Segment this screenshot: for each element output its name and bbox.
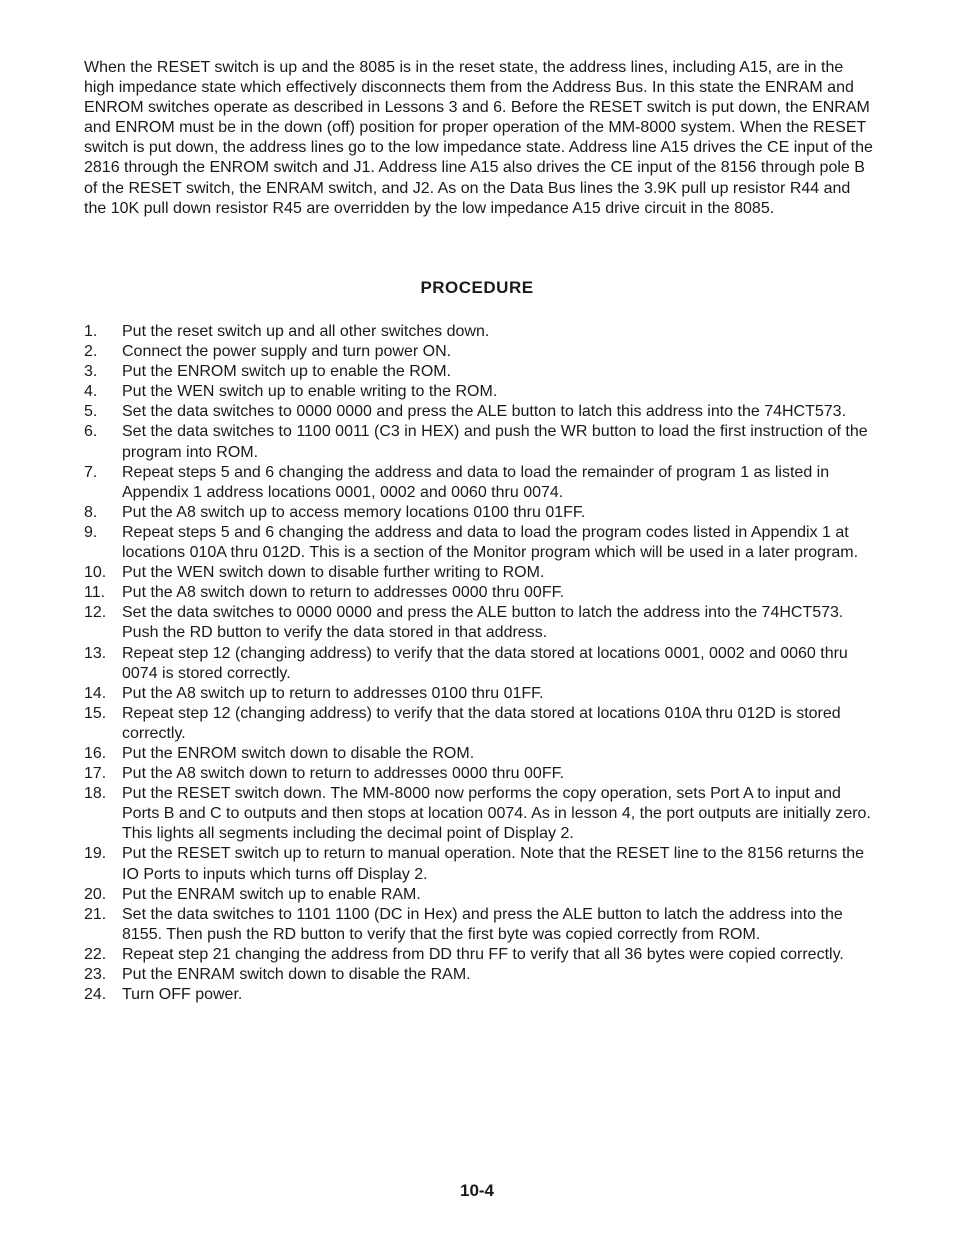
step-text: Put the WEN switch up to enable writing to the ROM. <box>122 383 498 401</box>
step-number: 2. <box>84 343 98 361</box>
step-number: 19. <box>84 845 107 863</box>
page-number: 10-4 <box>459 1181 495 1200</box>
step-text: Set the data switches to 1100 0011 (C3 in HEX) and push the WR button to load the first instruction of the program into ROM. <box>122 423 868 461</box>
step-number: 10. <box>84 564 107 582</box>
procedure-step <box>84 422 876 462</box>
step-text: Put the ENRAM switch down to disable the RAM. <box>122 966 471 983</box>
step-number: 4. <box>84 383 98 401</box>
procedure-step <box>84 764 876 784</box>
procedure-step <box>84 704 876 744</box>
procedure-step <box>84 523 876 563</box>
procedure-step <box>84 503 876 523</box>
step-number: 20. <box>84 885 107 903</box>
step-text: Repeat steps 5 and 6 changing the address and data to load the program codes listed in Appendix 1 at locations 010A thru 012D. This is a section of the Monitor program which will be used in a later program. <box>122 523 859 562</box>
step-number: 7. <box>84 463 98 481</box>
step-number: 24. <box>84 986 107 1004</box>
step-text: Put the ENROM switch down to disable the ROM. <box>122 744 475 762</box>
step-number: 8. <box>84 503 98 521</box>
step-text: Put the A8 switch down to return to addresses 0000 thru 00FF. <box>122 765 565 783</box>
step-number: 9. <box>84 523 98 541</box>
step-text: Turn OFF power. <box>122 986 243 1004</box>
procedure-step <box>84 382 876 402</box>
step-number: 5. <box>84 403 98 421</box>
step-text: Repeat step 12 (changing address) to verify that the data stored at locations 0001, 0002 and 0060 thru 0074 is stored correctly. <box>122 644 848 682</box>
step-text: Repeat steps 5 and 6 changing the address and data to load the remainder of program 1 as listed in Appendix 1 address locations 0001, 0002 and 0060 thru 0074. <box>122 463 830 501</box>
procedure-step <box>84 905 876 945</box>
step-text: Put the WEN switch down to disable further writing to ROM. <box>122 564 545 582</box>
step-number: 18. <box>84 785 107 803</box>
step-text: Connect the power supply and turn power ON. <box>122 343 452 361</box>
procedure-list <box>84 322 876 1005</box>
step-number: 21. <box>84 905 107 923</box>
step-text: Put the ENRAM switch up to enable RAM. <box>122 885 421 903</box>
procedure-step <box>84 342 876 362</box>
step-text: Put the A8 switch up to return to addresses 0100 thru 01FF. <box>122 684 544 702</box>
procedure-step <box>84 784 876 844</box>
step-number: 1. <box>84 323 98 340</box>
step-text: Put the reset switch up and all other switches down. <box>122 323 490 340</box>
step-number: 13. <box>84 644 107 662</box>
step-text: Set the data switches to 0000 0000 and press the ALE button to latch this address into the 74HCT573. <box>122 403 847 421</box>
procedure-step <box>84 583 876 603</box>
step-text: Put the RESET switch down. The MM-8000 now performs the copy operation, sets Port A to input and Ports B and C to outputs and then stops at location 0074. As in lesson 4, the port outputs are initially zero. This lights all segments including the decimal point of Display 2. <box>122 785 871 843</box>
step-number: 12. <box>84 604 107 622</box>
procedure-step <box>84 945 876 965</box>
procedure-step <box>84 644 876 684</box>
procedure-step <box>84 844 876 884</box>
procedure-step <box>84 402 876 422</box>
step-number: 6. <box>84 423 98 441</box>
step-text: Repeat step 21 changing the address from DD thru FF to verify that all 36 bytes were copied correctly. <box>122 945 844 963</box>
step-number: 15. <box>84 704 107 722</box>
procedure-step <box>84 362 876 382</box>
step-text: Put the ENROM switch up to enable the ROM. <box>122 363 452 381</box>
step-number: 11. <box>84 584 106 602</box>
step-number: 16. <box>84 744 107 762</box>
step-number: 17. <box>84 765 107 783</box>
procedure-step <box>84 885 876 905</box>
procedure-step <box>84 744 876 764</box>
step-number: 23. <box>84 966 107 983</box>
step-text: Set the data switches to 1101 1100 (DC in Hex) and press the ALE button to latch the address into the 8155. Then push the RD button to verify that the first byte was copied correctly from ROM. <box>122 905 843 943</box>
procedure-step <box>84 684 876 704</box>
step-text: Put the RESET switch up to return to manual operation. Note that the RESET line to the 8156 returns the IO Ports to inputs which turns off Display 2. <box>122 845 865 883</box>
step-text: Put the A8 switch up to access memory locations 0100 thru 01FF. <box>122 503 586 521</box>
procedure-step <box>84 965 876 985</box>
section-heading: PROCEDURE <box>420 278 534 297</box>
procedure-step <box>84 603 876 643</box>
procedure-step <box>84 463 876 503</box>
step-text: Set the data switches to 0000 0000 and press the ALE button to latch the address into the 74HCT573. Push the RD button to verify the data stored in that address. <box>122 604 844 642</box>
procedure-step <box>84 322 876 342</box>
procedure-step <box>84 985 876 1005</box>
step-text: Put the A8 switch down to return to addresses 0000 thru 00FF. <box>122 584 565 602</box>
step-number: 22. <box>84 945 107 963</box>
intro-paragraph: When the RESET switch is up and the 8085 is in the reset state, the address lines, including A15, are in the high impedance state which effectively disconnects them from the Address Bus. In this state the ENRAM and ENROM switches operate as described in Lessons 3 and 6. Before the RESET switch is put down, the ENRAM and ENROM must be in the down (off) position for proper operation of the MM-8000 system. When the RESET switch is put down, the address lines go to the low impedance state. Address line A15 drives the CE input of the 2816 through the ENROM switch and J1. Address line A15 also drives the CE input of the 8156 through pole B of the RESET switch, the ENRAM switch, and J2. As on the Data Bus lines the 3.9K pull up resistor R44 and the 10K pull down resistor R45 are overridden by the low impedance A15 drive circuit in the 8085. <box>84 59 873 217</box>
procedure-step <box>84 563 876 583</box>
step-text: Repeat step 12 (changing address) to verify that the data stored at locations 010A thru 012D is stored correctly. <box>122 704 841 742</box>
step-number: 14. <box>84 684 107 702</box>
step-number: 3. <box>84 363 98 381</box>
